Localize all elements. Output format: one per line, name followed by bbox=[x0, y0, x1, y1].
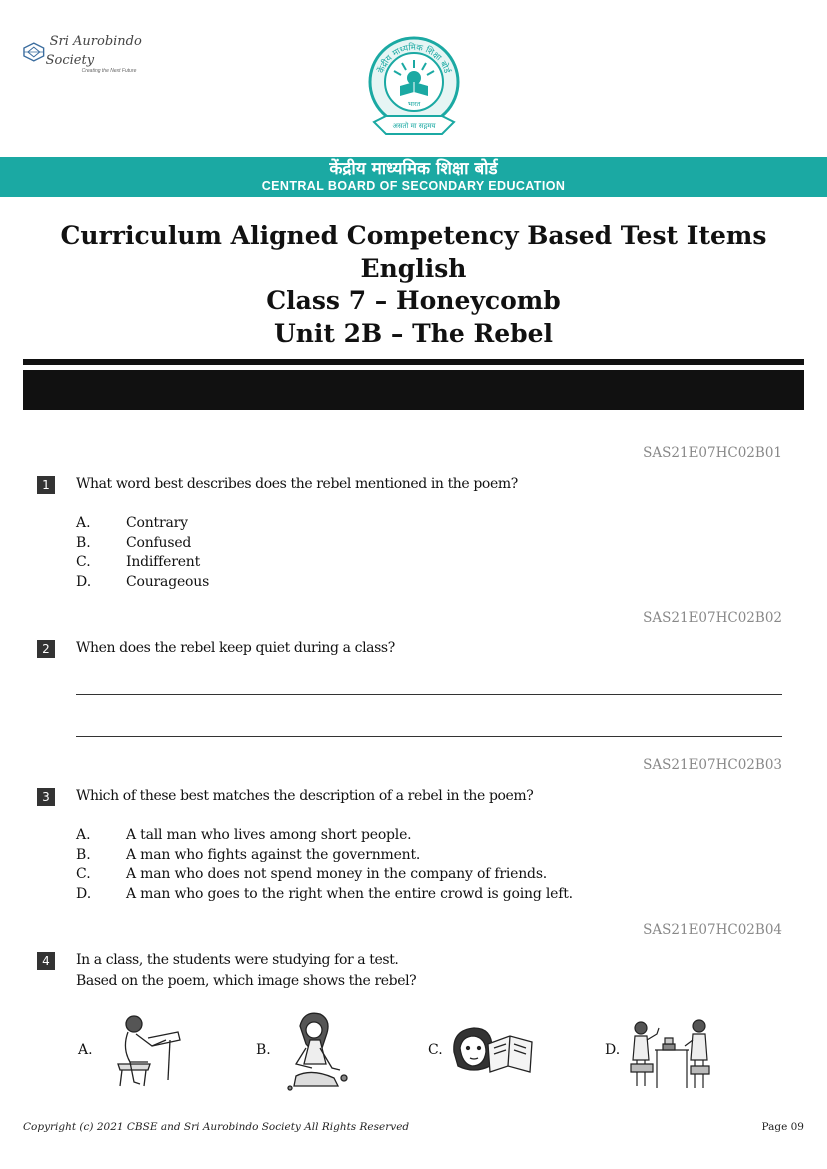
image-option-b[interactable] bbox=[256, 1010, 366, 1090]
option-letter: A. bbox=[76, 515, 91, 531]
sas-emblem-icon bbox=[22, 42, 46, 62]
image-option-d[interactable] bbox=[605, 1010, 715, 1090]
question-text: When does the rebel keep quiet during a class? bbox=[76, 640, 395, 656]
board-name-hindi: केंद्रीय माध्यमिक शिक्षा बोर्ड bbox=[329, 159, 498, 179]
cbse-emblem-icon bbox=[364, 30, 464, 144]
option-text: Indifferent bbox=[126, 554, 201, 570]
option-letter: C. bbox=[76, 554, 91, 570]
answer-line[interactable] bbox=[76, 694, 782, 695]
option-letter: D. bbox=[76, 574, 92, 590]
question-number: 1 bbox=[37, 476, 55, 494]
option-letter: C. bbox=[76, 866, 91, 882]
cbse-logo bbox=[364, 30, 464, 144]
sri-aurobindo-society-logo bbox=[22, 34, 192, 74]
two-students-at-table-icon bbox=[627, 1014, 713, 1094]
board-name-english: CENTRAL BOARD OF SECONDARY EDUCATION bbox=[261, 179, 566, 193]
option-letter: B. bbox=[76, 535, 91, 551]
question-code: SAS21E07HC02B03 bbox=[643, 757, 782, 773]
question-code: SAS21E07HC02B04 bbox=[643, 922, 782, 938]
option-item bbox=[76, 886, 573, 902]
question-number: 4 bbox=[37, 952, 55, 970]
option-letter: B. bbox=[76, 847, 91, 863]
image-option-a[interactable] bbox=[78, 1010, 188, 1090]
title-divider-bar bbox=[23, 370, 804, 410]
option-item bbox=[76, 535, 191, 551]
option-item bbox=[76, 866, 547, 882]
question-text: What word best describes does the rebel mentioned in the poem? bbox=[76, 476, 518, 492]
question-text-line-1: In a class, the students were studying for a test. bbox=[76, 952, 399, 968]
subject-title: English bbox=[360, 254, 467, 283]
option-item bbox=[76, 515, 188, 531]
question-text-line-2: Based on the poem, which image shows the rebel? bbox=[76, 973, 417, 989]
option-letter: D. bbox=[76, 886, 92, 902]
question-code: SAS21E07HC02B02 bbox=[643, 610, 782, 626]
option-text: A tall man who lives among short people. bbox=[126, 827, 412, 843]
option-item bbox=[76, 827, 411, 843]
option-item bbox=[76, 574, 209, 590]
option-item bbox=[76, 554, 200, 570]
option-text: A man who fights against the government. bbox=[126, 847, 421, 863]
sas-logo-name: Sri Aurobindo Society bbox=[45, 34, 142, 68]
option-letter: A. bbox=[76, 827, 91, 843]
document-title: Curriculum Aligned Competency Based Test Items bbox=[60, 221, 767, 250]
sas-logo-tagline: Creating the Next Future bbox=[81, 68, 137, 74]
answer-line[interactable] bbox=[76, 736, 782, 737]
option-text: Contrary bbox=[126, 515, 188, 531]
option-text: Courageous bbox=[126, 574, 210, 590]
option-text: A man who does not spend money in the company of friends. bbox=[126, 866, 548, 882]
image-option-c[interactable] bbox=[428, 1010, 538, 1090]
page-number: Page 09 bbox=[761, 1121, 804, 1133]
unit-title: Unit 2B – The Rebel bbox=[273, 319, 554, 348]
question-code: SAS21E07HC02B01 bbox=[643, 445, 782, 461]
title-divider-thin bbox=[23, 359, 804, 365]
cbse-logo-ring-text: केंद्रीय माध्यमिक शिक्षा बोर्ड bbox=[376, 42, 452, 75]
girl-playing-on-floor-icon bbox=[282, 1008, 362, 1096]
option-letter: C. bbox=[428, 1042, 443, 1058]
question-text: Which of these best matches the description of a rebel in the poem? bbox=[76, 788, 534, 804]
question-number: 3 bbox=[37, 788, 55, 806]
question-number: 2 bbox=[37, 640, 55, 658]
option-item bbox=[76, 847, 420, 863]
board-name-band bbox=[0, 157, 827, 197]
option-text: A man who goes to the right when the entire crowd is going left. bbox=[126, 886, 573, 902]
student-writing-at-desk-icon bbox=[108, 1010, 188, 1090]
cbse-logo-country: भारत bbox=[407, 100, 421, 108]
copyright-notice: Copyright (c) 2021 CBSE and Sri Aurobindo Society All Rights Reserved bbox=[23, 1121, 410, 1133]
class-title: Class 7 – Honeycomb bbox=[266, 286, 561, 315]
cbse-logo-motto: असतो मा सद्गमय bbox=[392, 122, 436, 130]
woman-reading-book-icon bbox=[446, 1022, 536, 1082]
option-letter: A. bbox=[78, 1042, 93, 1058]
option-letter: D. bbox=[605, 1042, 621, 1058]
option-text: Confused bbox=[126, 535, 192, 551]
option-letter: B. bbox=[256, 1042, 271, 1058]
